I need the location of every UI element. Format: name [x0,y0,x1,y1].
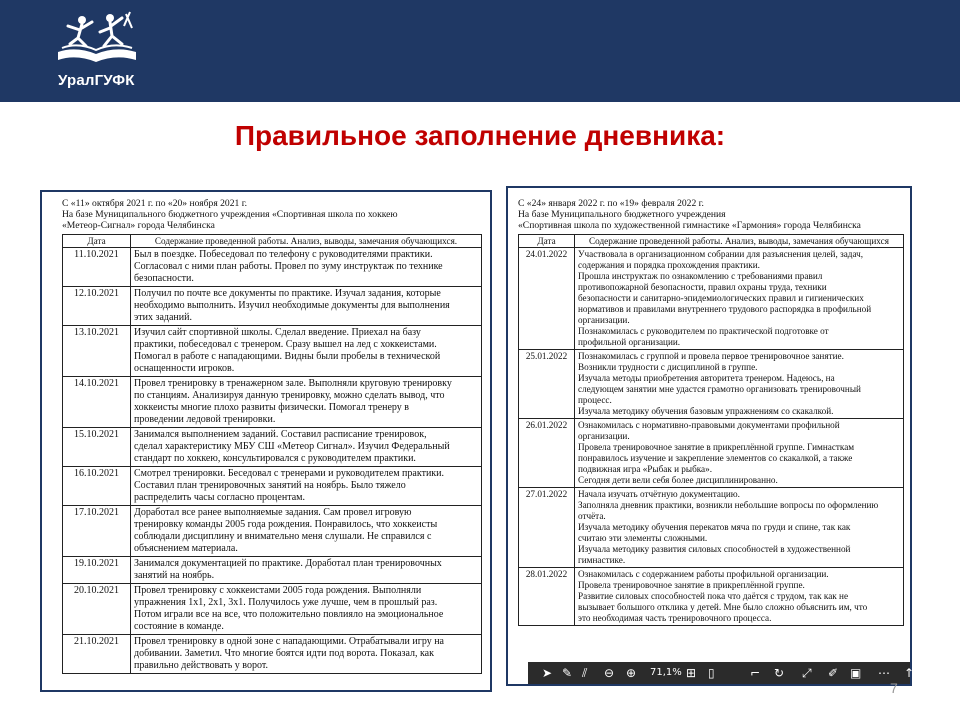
entry-line: Изучала методику обучения перекатов мяча по груди и спине, так как [578,522,851,532]
entry-line: Заполняла дневник практики, возникли небольшие вопросы по оформлению [578,500,879,510]
table-row [63,506,482,557]
entry-line: Возникли трудности с дисциплиной в группе. [578,362,758,372]
entry-line: сделал характеристику МБУ СШ «Метеор Сигнал». Изучил Федеральный [134,441,450,452]
diary-period: С «11» октября 2021 г. по «20» ноября 2021 г. [62,198,247,209]
entry-date: 27.01.2022 [519,488,575,568]
edit-icon[interactable]: ✐ [828,666,839,680]
entry-content [575,419,904,488]
diary-table [62,234,482,674]
entry-line: Ознакомилась с нормативно-правовыми документами профильной [578,420,840,430]
entry-line: организации. [578,431,630,441]
entry-line: Был в поездке. Побеседовал по телефону с руководителями практики. [134,249,433,260]
table-header-row [519,235,904,248]
entry-line: процесс. [578,395,612,405]
entry-content [131,635,482,674]
entry-line: тренировку команды 2005 года рождения. Понравилось, что хоккеисты [134,519,438,530]
entry-line: Изучала методику развития силовых способностей в художественной [578,544,851,554]
entry-line: Согласовал с ними план работы. Провел по зуму инструктаж по технике [134,261,443,272]
cursor-icon[interactable]: ➤ [542,666,553,680]
table-row [519,248,904,350]
entry-content [131,377,482,428]
diary-example-left [40,190,492,692]
more-icon[interactable]: ⋯ [878,666,890,680]
entry-line: профильной организации. [578,337,681,347]
entry-date: 12.10.2021 [63,287,131,326]
entry-date: 15.10.2021 [63,428,131,467]
entry-date: 16.10.2021 [63,467,131,506]
entry-line: хоккеисты многие плохо развиты физически. Помогал тренеру в [134,402,410,413]
page-view-icon[interactable]: ▯ [708,666,715,680]
entry-line: упражнения 1х1, 2х1, 3х1. Получилось уже лучше, чем в прошлый раз. [134,597,438,608]
entry-line: правильно действовать у ворот. [134,660,268,671]
logo-emblem-icon [52,8,144,66]
entry-line: Провел тренировку в тренажерном зале. Выполняли круговую тренировку [134,378,452,389]
entry-line: Помогал в работе с нападающими. Видны были пробелы в технической [134,351,441,362]
entry-line: Смотрел тренировки. Беседовал с тренерами и руководителем практики. [134,468,445,479]
entry-line: по станциям. Анализируя данную тренировку, можно сделать вывод, что [134,390,445,401]
table-row [63,248,482,287]
entry-content [131,428,482,467]
fit-page-icon[interactable]: ⊞ [686,666,697,680]
upload-icon[interactable]: ↑ [904,666,915,680]
entry-line: объяснением материала. [134,543,238,554]
entry-content [575,488,904,568]
entry-line: Получил по почте все документы по практике. Изучал задания, которые [134,288,441,299]
entry-date: 13.10.2021 [63,326,131,377]
entry-line: Прошла инструктаж по ознакомлению с требованиями правил [578,271,823,281]
entry-line: Развитие силовых способностей пока что даётся с трудом, так как не [578,591,849,601]
fullscreen-icon[interactable]: ⤢ [802,666,812,680]
entry-line: организации. [578,315,630,325]
entry-line: Познакомилась с группой и провела первое тренировочное занятие. [578,351,844,361]
diary-example-right [506,186,915,686]
entry-line: подвижная игра «Рыбак и рыбка». [578,464,713,474]
entry-line: безопасности. [134,273,194,284]
entry-line: распределить часы согласно процентам. [134,492,305,503]
diary-base-line: «Спортивная школа по художественной гимнастике «Гармония» города Челябинска [518,220,861,231]
entry-content [131,467,482,506]
entry-line: противопожарной безопасности, правил охраны труда, техники [578,282,827,292]
diary-page [62,192,482,690]
entry-line: этих заданий. [134,312,192,323]
diary-base-line: На базе Муниципального бюджетного учреждения «Спортивная школа по хоккею [62,209,398,220]
entry-line: проведении ледовой тренировки. [134,414,276,425]
entry-line: Начала изучать отчётную документацию. [578,489,740,499]
entry-content [131,506,482,557]
entry-line: понравилось изучение и закрепление элементов со скакалкой, а также [578,453,853,463]
entry-line: Провел тренировку с хоккеистами 2005 года рождения. Выполняли [134,585,422,596]
media-icon[interactable]: ▣ [850,666,862,680]
entry-line: считаю эти элементы сложными. [578,533,708,543]
entry-line: содержания и порядка прохождения практики. [578,260,760,270]
entry-line: это необходимая часть тренировочного процесса. [578,613,772,623]
entry-date: 20.10.2021 [63,584,131,635]
entry-content [131,557,482,584]
entry-line: Познакомилась с руководителем по практической подготовке от [578,326,829,336]
entry-line: Провел тренировку в одной зоне с нападающими. Отрабатывали игру на [134,636,444,647]
entry-content [575,568,904,626]
entry-date: 11.10.2021 [63,248,131,287]
entry-date: 24.01.2022 [519,248,575,350]
entry-line: добивании. Заметил. Что многие боятся идти под ворота. Показал, как [134,648,434,659]
table-row [519,568,904,626]
diary-base-line: «Метеор-Сигнал» города Челябинска [62,220,215,231]
diary-period: С «24» января 2022 г. по «19» февраля 2022 г. [518,198,704,209]
entry-line: безопасности и санитарно-эпидемиологических правил и гигиенических [578,293,864,303]
diary-table [518,234,904,626]
entry-line: отчёта. [578,511,606,521]
entry-date: 25.01.2022 [519,350,575,419]
crop-icon[interactable]: ⌐ [750,666,761,680]
table-row [63,287,482,326]
entry-line: Изучала методику обучения базовым упражнениям со скакалкой. [578,406,834,416]
entry-line: Потом играли все на все, что положительно повлияло на эмоциональное [134,609,444,620]
top-header-bar [0,0,960,102]
entry-content [131,248,482,287]
table-header-row [63,235,482,248]
table-row [63,428,482,467]
column-header-date: Дата [63,235,131,248]
slide-page-number: 7 [890,680,898,696]
table-row [519,350,904,419]
entry-line: нормативов и правилами внутреннего трудового распорядка в профильной [578,304,872,314]
table-row [63,635,482,674]
entry-line: оснащенности игроков. [134,363,235,374]
entry-date: 28.01.2022 [519,568,575,626]
entry-date: 14.10.2021 [63,377,131,428]
entry-content [575,248,904,350]
column-header-content: Содержание проведенной работы. Анализ, выводы, замечания обучающихся [575,235,904,248]
entry-content [131,584,482,635]
zoom-in-icon[interactable]: ⊕ [626,666,637,680]
entry-line: Провела тренировочное занятие в прикреплённой группе. [578,580,805,590]
entry-date: 17.10.2021 [63,506,131,557]
diary-base-line: На базе Муниципального бюджетного учреждения [518,209,726,220]
entry-line: гимнастике. [578,555,626,565]
entry-line: Занимался выполнением заданий. Составил расписание тренировок, [134,429,427,440]
table-row [63,467,482,506]
entry-date: 26.01.2022 [519,419,575,488]
entry-line: Провела тренировочное занятие в прикреплённой группе. Гимнасткам [578,442,855,452]
entry-line: Занимался документацией по практике. Доработал план тренировочных [134,558,442,569]
entry-line: практики, побеседовал с тренером. Сразу вышел на лед с хоккеистами. [134,339,437,350]
zoom-level[interactable]: 71,1% [650,667,682,678]
table-row [63,557,482,584]
highlighter-icon[interactable]: ⫽ [582,666,588,680]
entry-line: состояние в команде. [134,621,224,632]
table-row [63,584,482,635]
pen-icon[interactable]: ✎ [562,666,573,680]
zoom-out-icon[interactable]: ⊖ [604,666,615,680]
table-row [63,377,482,428]
diary-page [518,188,904,684]
entry-line: следующем занятии мне удастся грамотно организовать тренировочный [578,384,861,394]
entry-line: Участвовала в организационном собрании для разъяснения целей, задач, [578,249,864,259]
entry-date: 21.10.2021 [63,635,131,674]
entry-line: соблюдали дисциплину и внимательно меня слушали. Не справился с [134,531,432,542]
entry-line: Изучала методы приобретения авторитета тренером. Надеюсь, на [578,373,835,383]
entry-content [131,326,482,377]
entry-line: Сегодня дети вели себя более дисциплинированно. [578,475,778,485]
entry-line: Ознакомилась с содержанием работы профильной организации. [578,569,829,579]
entry-line: Доработал все ранее выполняемые задания. Сам провел игровую [134,507,412,518]
table-row [519,419,904,488]
logo-text: УралГУФК [58,72,135,89]
rotate-icon[interactable]: ↻ [774,666,785,680]
entry-date: 19.10.2021 [63,557,131,584]
entry-content [575,350,904,419]
entry-line: стандарт по хоккею, консультировался с руководителем практики. [134,453,416,464]
entry-line: вызывает большого отклика у детей. Мне было сложно объяснить им, что [578,602,868,612]
entry-line: занятий на ноябрь. [134,570,215,581]
column-header-date: Дата [519,235,575,248]
university-logo [48,8,148,96]
pdf-viewer-toolbar [528,662,915,684]
table-row [63,326,482,377]
slide-title: Правильное заполнение дневника: [234,120,726,151]
column-header-content: Содержание проведенной работы. Анализ, выводы, замечания обучающихся. [131,235,482,248]
table-row [519,488,904,568]
entry-line: Составил план тренировочных занятий на ноябрь. Было тяжело [134,480,406,491]
entry-line: необходимо выполнить. Изучил необходимые документы для выполнения [134,300,450,311]
entry-content [131,287,482,326]
entry-line: Изучил сайт спортивной школы. Сделал введение. Приехал на базу [134,327,421,338]
